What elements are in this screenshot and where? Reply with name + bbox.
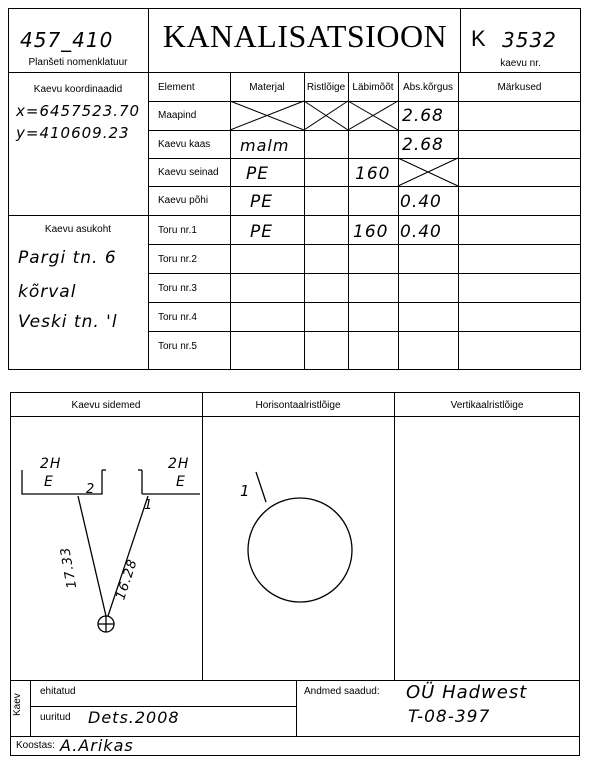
well-number: 3532 xyxy=(502,28,557,52)
row-label: Toru nr.4 xyxy=(158,312,197,323)
row-label: Toru nr.5 xyxy=(158,341,197,352)
compiled-label: Koostas: xyxy=(16,740,55,751)
pipe1-abs: 0.40 xyxy=(400,222,442,242)
surveyed-value: Dets.2008 xyxy=(88,708,180,727)
location-line: Pargi tn. 6 xyxy=(18,248,117,268)
data-source-label: Andmed saadud: xyxy=(304,686,380,697)
pipe1-diameter: 160 xyxy=(353,222,389,242)
location-label: Kaevu asukoht xyxy=(44,224,112,235)
section-horizontal: Horisontaalristlõige xyxy=(255,400,341,411)
header-element: Element xyxy=(158,82,195,93)
seinad-material: PE xyxy=(246,164,269,184)
header-remarks: Märkused xyxy=(497,82,542,93)
left-pipe-number: 2 xyxy=(86,482,96,497)
compiled-value: A.Arikas xyxy=(60,736,134,755)
page-title: KANALISATSIOON xyxy=(162,18,448,54)
side-label: Kaev xyxy=(12,693,23,716)
right-house-letter: E xyxy=(176,474,186,490)
location-line: kõrval xyxy=(18,282,77,302)
right-pipe-number: 1 xyxy=(144,498,154,513)
right-pipe-length: 16.28 xyxy=(113,557,141,602)
row-label: Toru nr.1 xyxy=(158,225,197,236)
seinad-diameter: 160 xyxy=(355,164,391,184)
circle-pipe-label: 1 xyxy=(240,482,251,500)
row-label: Toru nr.3 xyxy=(158,283,197,294)
data-source-company: OÜ Hadwest xyxy=(406,682,528,703)
maapind-abs: 2.68 xyxy=(402,106,444,126)
well-number-label: kaevu nr. xyxy=(500,58,541,69)
pohi-abs: 0.40 xyxy=(400,192,442,212)
surveyed-label: uuritud xyxy=(40,712,71,723)
row-label: Kaevu põhi xyxy=(158,195,209,206)
well-prefix: K xyxy=(471,26,486,51)
pohi-material: PE xyxy=(250,192,273,212)
left-house-number: 2H xyxy=(40,456,62,472)
section-vertical: Vertikaalristlõige xyxy=(450,400,524,411)
right-house-number: 2H xyxy=(168,456,190,472)
nomenclature-value: 457_410 xyxy=(20,28,114,52)
header-abs-height: Abs.kõrgus xyxy=(402,82,454,93)
section-connections: Kaevu sidemed xyxy=(71,400,141,411)
nomenclature-label: Planšeti nomenklatuur xyxy=(28,57,128,68)
coords-label: Kaevu koordinaadid xyxy=(33,84,123,95)
coord-y: y=410609.23 xyxy=(16,124,130,142)
location-line: Veski tn. 'l xyxy=(18,312,118,332)
row-label: Toru nr.2 xyxy=(158,254,197,265)
header-diameter: Läbimõõt xyxy=(352,82,394,93)
built-label: ehitatud xyxy=(40,686,76,697)
kaas-abs: 2.68 xyxy=(402,135,444,155)
row-label: Kaevu kaas xyxy=(158,139,211,150)
header-material: Materjal xyxy=(249,82,285,93)
left-pipe-length: 17.33 xyxy=(58,545,81,590)
kaas-material: malm xyxy=(240,136,290,155)
data-source-code: T-08-397 xyxy=(408,707,491,727)
left-house-letter: E xyxy=(44,474,54,490)
header-cross-section: Ristlõige xyxy=(306,82,346,93)
pipe1-material: PE xyxy=(250,222,273,242)
coord-x: x=6457523.70 xyxy=(16,102,141,120)
row-label: Kaevu seinad xyxy=(158,167,219,178)
row-label: Maapind xyxy=(158,110,197,121)
